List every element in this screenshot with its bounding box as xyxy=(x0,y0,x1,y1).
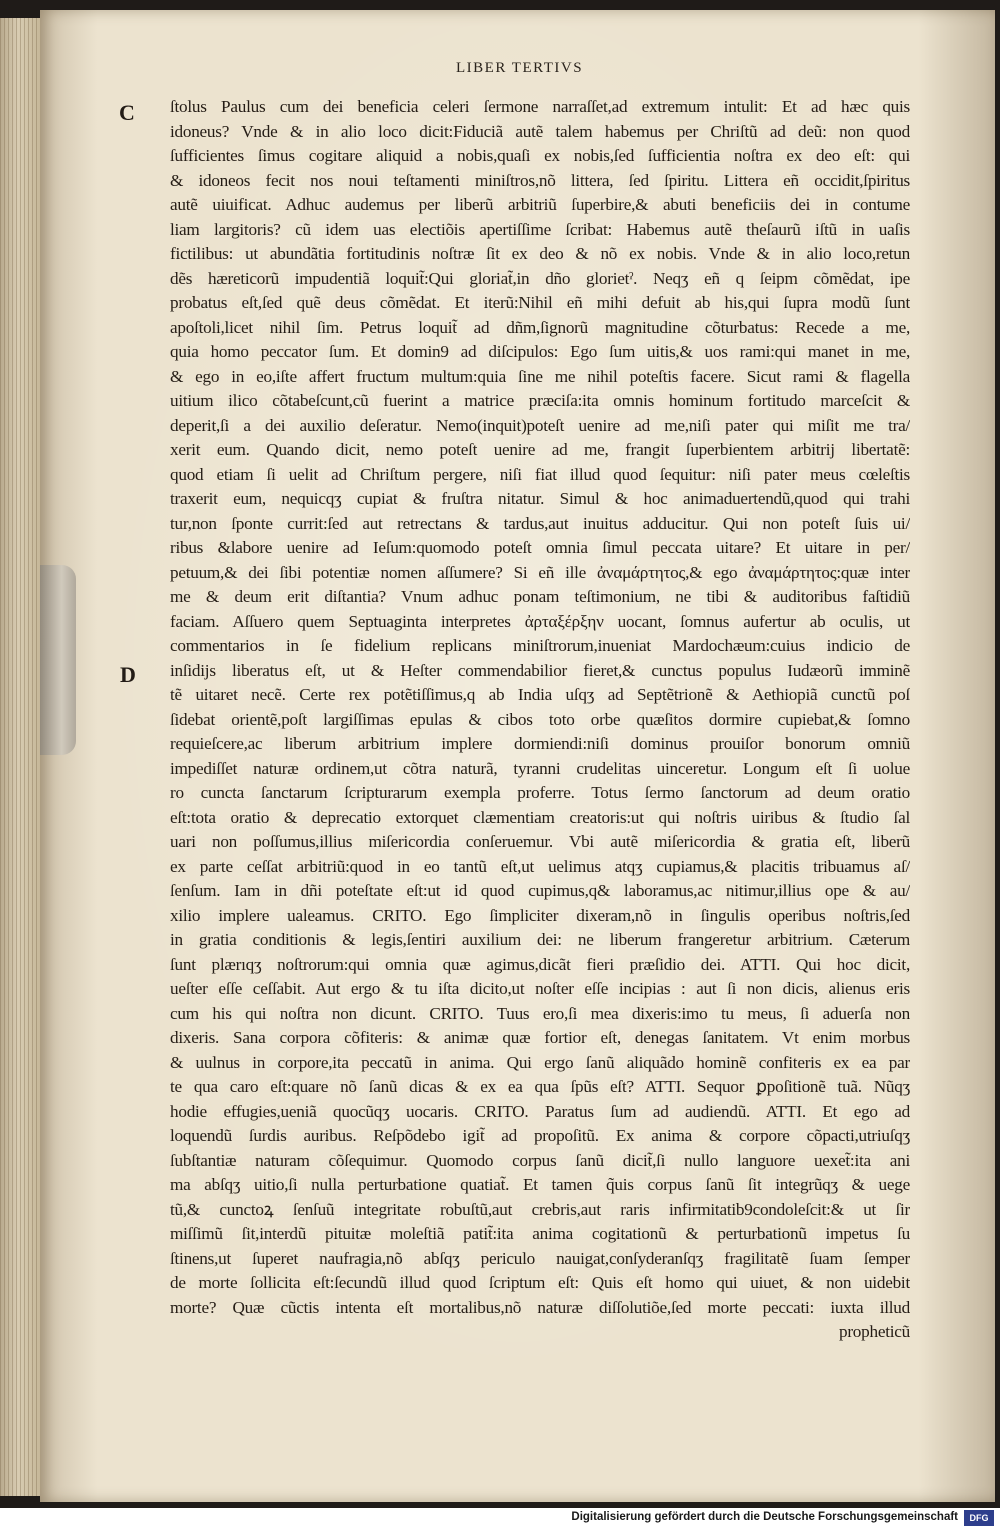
text-line: probatus eſt,ſed quẽ deus cõmẽdat. Et iterũ:Nihil eñ mihi defuit ab his,qui ſupra modũ ſunt xyxy=(170,293,910,312)
text-line: ſtinens,ut ſuperet naufragia,nõ abſqʒ periculo nauigat,conſyderanſqʒ fragilitatẽ ſuam ſemper xyxy=(170,1248,910,1268)
text-line: ſunt plærıqʒ noſtrorum:qui omnia quæ agimus,dicãt fieri præſidio dei. ATTI. Qui hoc dicit, xyxy=(170,954,910,974)
running-head: LIBER TERTIVS xyxy=(456,60,584,76)
text-line: cum his qui noſtra non dicunt. CRITO. Tuus ero,ſi mea dixeris:imo tu meus, ſi aduerſa non xyxy=(170,1003,910,1023)
text-line: impediſſet naturæ ordinem,ut cõtra naturã, tyranni crudelitas uinceretur. Longum eſt ſi uolue xyxy=(170,758,910,778)
text-line: apoſtoli,licet nihil ſim. Petrus loquit̃ ad dñm,ſignorũ magnitudine cõturbatus: Recede a me, xyxy=(170,317,910,337)
funding-credit: Digitalisierung gefördert durch die Deutsche Forschungsgemeinschaft xyxy=(571,1511,958,1523)
text-line: ueſter eſſe ceſſabit. Aut ergo & tu iſta dicito,ut noſter eſſe incipias : aut ſi non dicis, alienus eris xyxy=(170,979,910,998)
text-line: deperit,ſi a dei auxilio deſeratur. Nemo(inquit)poteſt uenire ad me,niſi pater qui miſit me tra/ xyxy=(170,415,910,435)
text-line: & ego in eo,iſte affert fructum multum:quia ſine me nihil poteſtis facere. Sicut rami & flagella xyxy=(170,366,910,386)
text-line: ro cuncta ſanctarum ſcripturarum exempla proferre. Totus ſermo ſanctorum ad deum oratio xyxy=(170,783,910,802)
text-line: xerit eum. Quando dicit, nemo poteſt uenire ad me, frangit ſuperbientem arbitrij libertatẽ: xyxy=(170,440,910,459)
text-line: petuum,& dei ſibi potentiæ nomen aſſumere? Si eñ ille ἀναμάρτητος,& ego ἀναμάρτητος:quæ inter xyxy=(170,562,910,582)
text-line: me & deum erit diſtantia? Vnum adhuc ponam teſtimonium, ne tibi & auditoribus faſtidiũ xyxy=(170,587,910,606)
text-line: ſubſtantiæ naturam cõſequimur. Quomodo corpus ſanũ dicit̃,ſi nullo languore uexet̃:ita ani xyxy=(170,1150,910,1170)
text-line: loquendũ ſurdis auribus. Reſpõdebo igit̃ ad propoſitũ. Ex anima & corpore cõpacti,utriuſqʒ xyxy=(170,1126,910,1145)
text-line: in gratia conditionis & legis,ſentiri auxilium dei: ne liberum frangeretur arbitrium. Cæterum xyxy=(170,930,910,949)
text-line: faciam. Aſſuero quem Septuaginta interpretes ἀρταξέρξην uocant, ſomnus aufertur ab oculis, ut xyxy=(170,611,910,631)
marginal-letter-c: C xyxy=(119,100,135,125)
text-line: idoneus? Vnde & in alio loco dicit:Fiduciã autẽ talem habemus per Chriſtũ ad deũ: non quod xyxy=(170,121,910,141)
text-line: requieſcere,ac liberum arbitrium implere dormiendi:niſi dominus prouiſor bonorum omniũ xyxy=(170,734,910,753)
catchword: propheticũ xyxy=(838,1322,910,1341)
text-line: quod etiam ſi uelit ad Chriſtum pergere, niſi fiat illud quod ſequitur: niſi pater meus cœleſtis xyxy=(170,464,910,484)
text-line: & uulnus in corpore,ita peccatũ in anima. Qui ergo ſanũ aliquãdo hominẽ confiteris ex ea par xyxy=(170,1052,910,1072)
body-text xyxy=(170,95,910,1345)
text-line: ſidebat orientẽ,poſt largiſſimas epulas & cibos toto orbe quæſitos dormire cupiebat,& ſomno xyxy=(170,709,910,729)
text-line: de morte ſollicita eſt:ſecundũ illud quod ſcriptum eſt: Quis eſt homo qui uiuet, & non uidebit xyxy=(170,1273,910,1292)
text-line: dẽs hæreticorũ impudentiã loquit̃:Qui gloriat̃,in dño glorietˀ. Neqʒ eñ q ſeipm cõmẽdat, ipe xyxy=(170,268,910,288)
text-line: commentarios in ſe fidelium replicans miniſtrorum,inueniat Mardochæum:cuius indicio de xyxy=(170,636,910,655)
text-line: te qua caro eſt:quare nõ ſanũ dicas & ex ea qua ſpũs eſt? ATTI. Sequor ꝑpoſitionẽ tuã. Nũqʒ xyxy=(170,1077,910,1096)
text-line: eſt:tota oratio & deprecatio extorquet clæmentiam creatoris:ut qui noſtris uiribus & ſtudio ſal xyxy=(170,807,910,827)
text-line: hodie effugies,ueniã quocũqʒ uocaris. CRITO. Paratus ſum ad audiendũ. ATTI. Et ego ad xyxy=(170,1101,910,1121)
text-line: tur,non ſponte currit:ſed aut retrectans & tardus,aut inuitus adducitur. Qui non poteſt ſuis ui/ xyxy=(170,513,910,533)
text-line: fictilibus: ut abundãtia fortitudinis noſtræ ſit ex deo & nõ ex nobis. Vnde & in alio loco,retun xyxy=(170,244,910,263)
text-line: xilio implere ualeamus. CRITO. Ego ſimpliciter dixeram,nõ in ſingulis operibus noſtris,ſed xyxy=(170,905,910,925)
marginal-letter-d: D xyxy=(120,662,136,687)
text-line: ma abſqʒ uitio,ſi nulla perturbatione quatiat̃. Et tamen q̃uis corpus ſanũ ſit integrũqʒ & uege xyxy=(170,1175,910,1194)
digitization-footer xyxy=(0,1508,1000,1529)
text-line: uari non poſſumus,illius miſericordia conſeruemur. Vbi autẽ miſericordia & gratia eſt, liberũ xyxy=(170,832,910,851)
text-line: tẽ uitaret necẽ. Certe rex potẽtiſſimus,q ab India uſqʒ ad Septẽtrionẽ & Aethiopiã cunctũ poſ xyxy=(170,685,910,704)
text-line: quia homo peccator ſum. Et domin9 ad diſcipulos: Ego ſum uitis,& uos rami:qui manet in me, xyxy=(170,342,910,361)
text-line: ribus &labore uenire ad Ieſum:quomodo poteſt omnia ſimul peccata uitare? Et uitare in per/ xyxy=(170,538,910,557)
text-line: liam largitoris? cũ idem uas electiõis apertiſſime ſcribat: Habemus autẽ theſaurũ iſtũ in uaſis xyxy=(170,219,910,239)
text-line: ſenſum. Iam in dñi poteſtate eſt:ut id quod cupimus,q& laboramus,ac nitimur,illius ope & au/ xyxy=(170,881,910,900)
text-line: miſſimũ ſit,interdũ pituitæ moleſtiã patit̃:ita anima cogitationũ & perturbationũ impetus ſu xyxy=(170,1224,910,1243)
text-line: ſufficientes ſimus cogitare aliquid a nobis,quaſi ex nobis,ſed ſufficientia noſtra ex deo eſt: qui xyxy=(170,146,910,165)
text-line: uitium ilico cõtabeſcunt,cũ fuerint a matrice præciſa:ita omnis hominum fortitudo marceſcit & xyxy=(170,391,910,410)
page-clip xyxy=(40,565,76,755)
text-line: morte? Quæ cũctis intenta eſt mortalibus,nõ naturæ diſſolutiõe,ſed morte peccati: iuxta illud xyxy=(170,1297,910,1317)
text-line: inſidijs liberatus eſt, ut & Heſter commendabilior fieret,& cunctus populus Iudæorũ imminẽ xyxy=(170,660,910,680)
text-line: tũ,& cunctoꝝ ſenſuũ integritate robuſtũ,aut crebris,aut raris infirmitatib9condoleſcit:& ut ſir xyxy=(170,1199,910,1219)
dfg-logo: DFG xyxy=(964,1510,994,1526)
text-line: dixeris. Sana corpora cõfiteris: & animæ quæ fortior eſt, denegas ſanitatem. Vt enim morbus xyxy=(170,1028,910,1047)
text-line: traxerit eum, nequicqʒ cupiat & fruſtra nitatur. Simul & hoc animaduertendũ,quod qui trahi xyxy=(170,489,910,508)
text-line: autẽ uiuificat. Adhuc audemus per liberũ arbitriũ ſuperbire,& abuti beneficiis dei in contume xyxy=(170,195,910,214)
text-line: & idoneos fecit nos noui teſtamenti miniſtros,nõ littera, ſed ſpiritu. Littera eñ occidit,ſpiritus xyxy=(170,170,910,190)
text-line: ſtolus Paulus cum dei beneficia celeri ſermone narraſſet,ad extremum intulit: Et ad hæc quis xyxy=(170,97,910,116)
text-line: ex parte ceſſat arbitriũ:quod in eo tantũ eſt,ut uelimus atqʒ cupiamus,& placitis tribuamus aſ/ xyxy=(170,856,910,876)
